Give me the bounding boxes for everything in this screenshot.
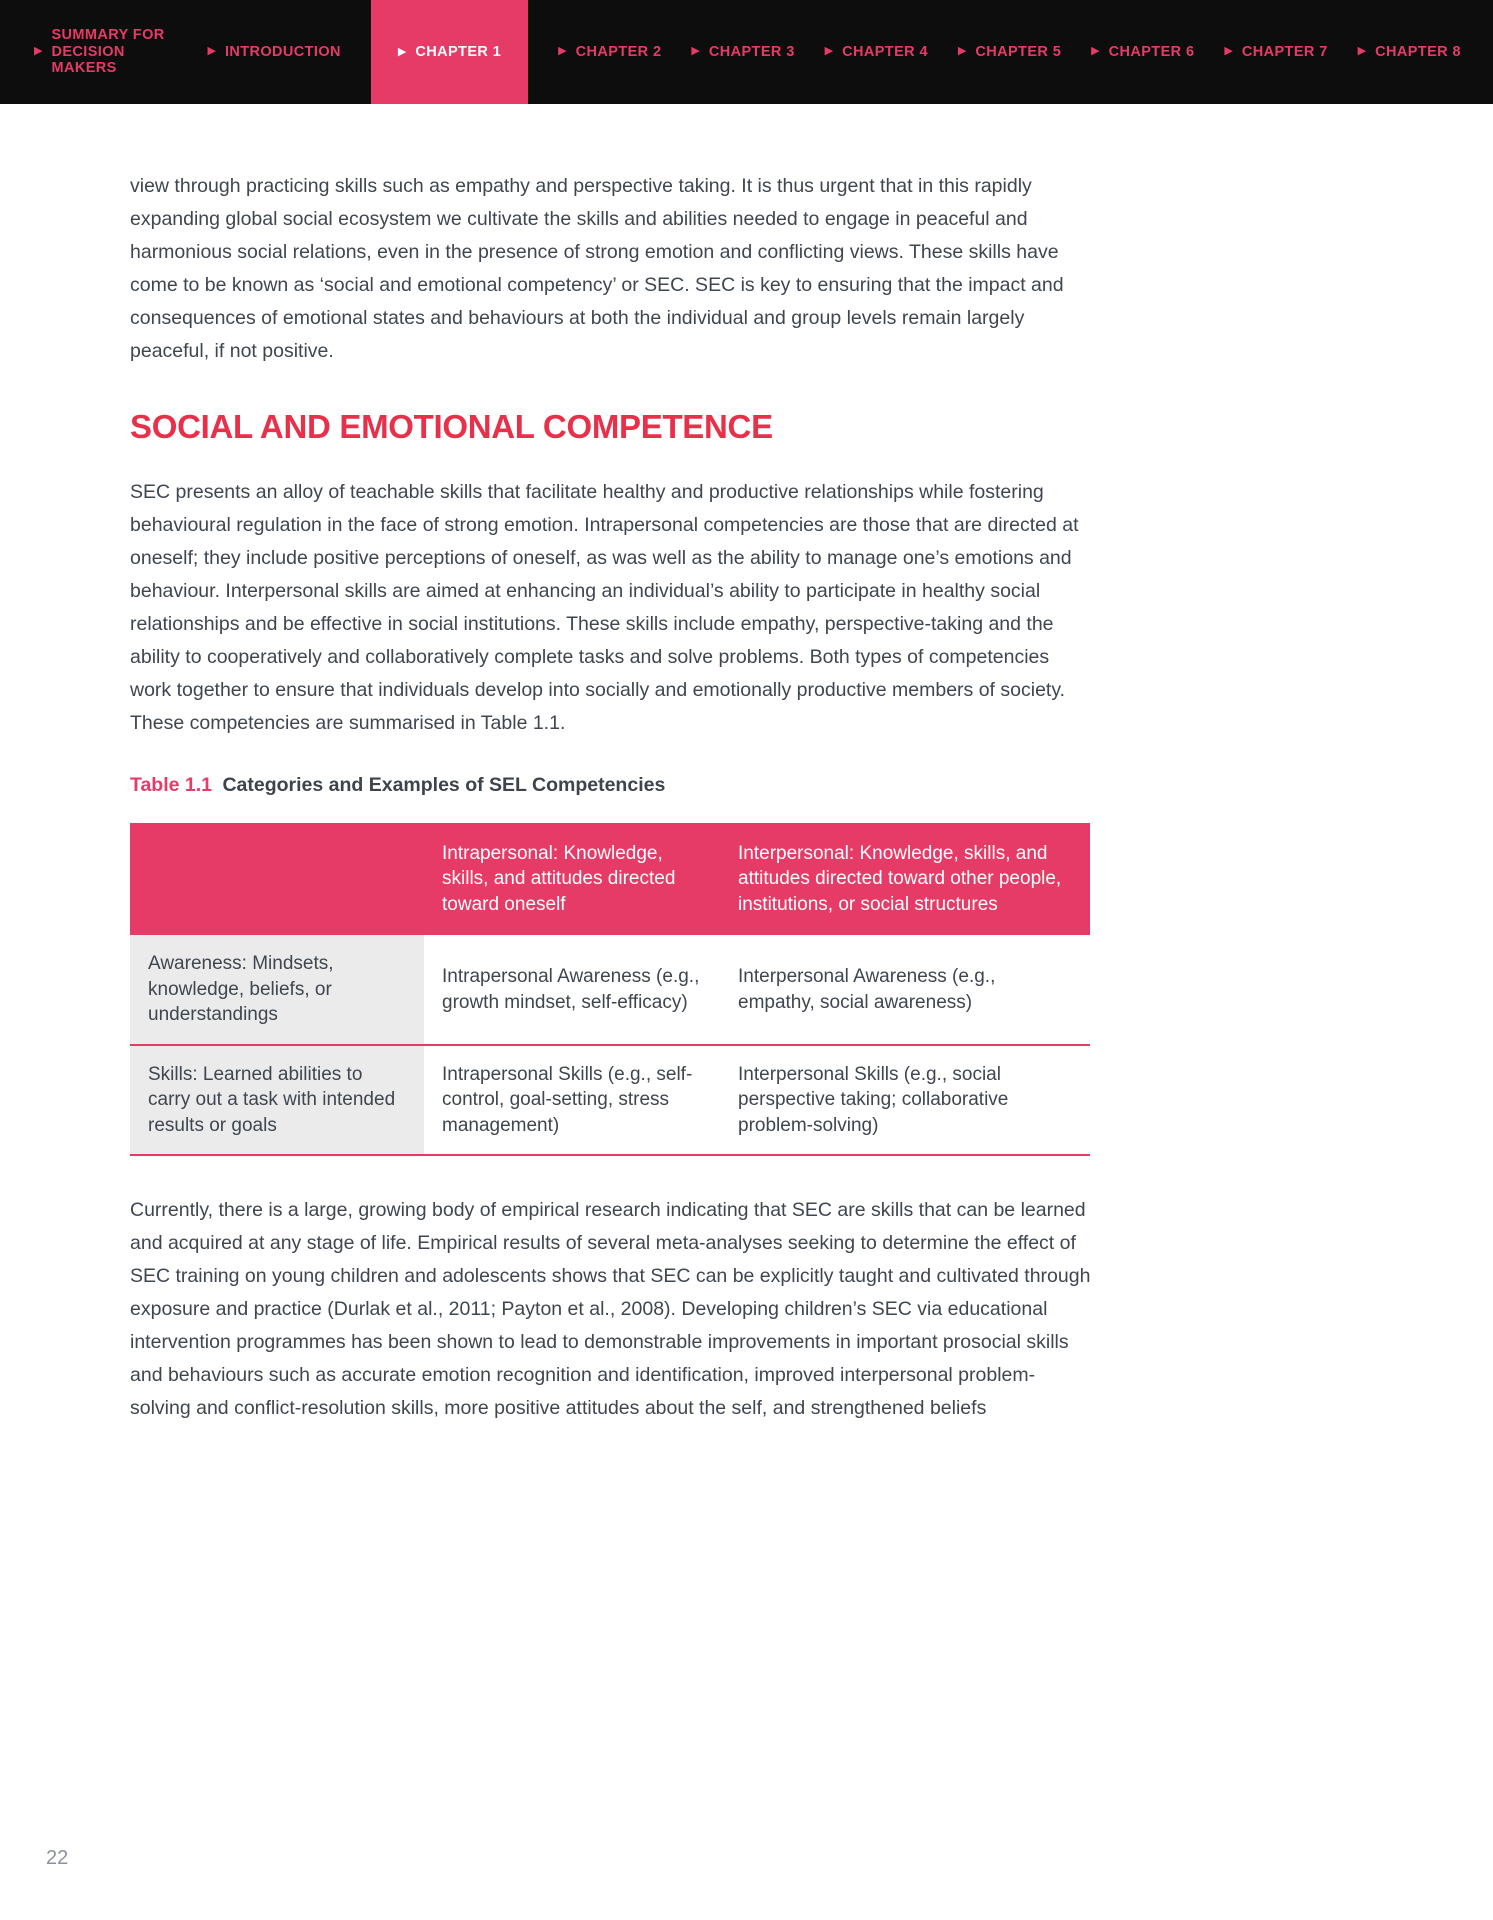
table-row-skills — [130, 1044, 1090, 1154]
page-content — [0, 104, 1493, 1425]
nav-item-chapter-5[interactable] — [958, 44, 1061, 61]
table-header-interpersonal: Interpersonal: Knowledge, skills, and attitudes directed toward other people, institutions, or social structures — [738, 843, 1062, 915]
table-caption-title: Categories and Examples of SEL Competencies — [222, 774, 666, 796]
table-row-awareness — [130, 935, 1090, 1043]
table-caption-label: Table 1.1 — [130, 774, 213, 796]
arrow-icon: ▶ — [691, 45, 700, 58]
nav-item-introduction[interactable] — [207, 44, 340, 61]
table-cell-intrapersonal: Intrapersonal Awareness (e.g., growth mindset, self-efficacy) — [442, 966, 700, 1013]
nav-item-label: CHAPTER 4 — [842, 43, 928, 60]
paragraph-intro-continued: view through practicing skills such as empathy and perspective taking. It is thus urgent that in this rapidly expanding global social ecosystem we cultivate the skills and abilities needed to engage in peaceful and harmonious social relations, even in the presence of strong emotion and conflicting views. These skills have come to be known as ‘social and emotional competency’ or SEC. SEC is key to ensuring that the impact and consequences of emotional states and behaviours at both the individual and group levels remain largely peaceful, if not positive. — [130, 175, 1064, 362]
arrow-icon: ▶ — [1224, 45, 1233, 58]
arrow-icon: ▶ — [397, 45, 407, 58]
page-number: 22 — [46, 1847, 69, 1869]
arrow-icon: ▶ — [207, 45, 216, 58]
nav-item-chapter-4[interactable] — [825, 44, 928, 61]
table-header-intrapersonal: Intrapersonal: Knowledge, skills, and attitudes directed toward oneself — [442, 843, 676, 915]
nav-item-label: CHAPTER 2 — [575, 43, 662, 60]
nav-item-label: INTRODUCTION — [224, 43, 341, 60]
nav-item-chapter-1[interactable] — [371, 0, 528, 104]
table-header-blank — [130, 823, 424, 935]
paragraph-research: Currently, there is a large, growing body of empirical research indicating that SEC are skills that can be learned and acquired at any stage of life. Empirical results of several meta-analyses seeking to determine the effect of SEC training on young children and adolescents shows that SEC can be explicitly taught and cultivated through exposure and practice (Durlak et al., 2011; Payton et al., 2008). Developing children’s SEC via educational intervention programmes has been shown to lead to demonstrable improvements in important prosocial skills and behaviours such as accurate emotion recognition and identification, improved interpersonal problem-solving and conflict-resolution skills, more positive attitudes about the self, and strengthened beliefs — [130, 1199, 1091, 1420]
table-cell-interpersonal: Interpersonal Skills (e.g., social perspective taking; collaborative problem-solving) — [738, 1063, 1009, 1136]
arrow-icon: ▶ — [558, 45, 567, 58]
chapter-nav — [0, 0, 1493, 104]
paragraph-sec-definition: SEC presents an alloy of teachable skills that facilitate healthy and productive relationships while fostering behavioural regulation in the face of strong emotion. Intrapersonal competencies are those that are directed at oneself; they include positive perceptions of oneself, as was well as the ability to manage one’s emotions and behaviour. Interpersonal skills are aimed at enhancing an individual’s ability to participate in healthy social relationships and be effective in social institutions. These skills include empathy, perspective-taking and the ability to cooperatively and collaboratively complete tasks and solve problems. Both types of competencies work together to ensure that individuals develop into socially and emotionally productive members of society. These competencies are summarised in Table 1.1. — [130, 481, 1079, 734]
table-caption — [130, 774, 1493, 797]
nav-item-label: CHAPTER 7 — [1241, 43, 1328, 60]
arrow-icon: ▶ — [34, 45, 43, 58]
nav-item-label: CHAPTER 1 — [415, 43, 502, 60]
nav-item-label: SUMMARY FOR DECISION MAKERS — [51, 26, 165, 77]
section-heading: SOCIAL AND EMOTIONAL COMPETENCE — [130, 408, 773, 445]
nav-item-chapter-3[interactable] — [691, 44, 794, 61]
arrow-icon: ▶ — [824, 45, 834, 58]
nav-item-chapter-2[interactable] — [558, 44, 661, 61]
nav-item-label: CHAPTER 8 — [1375, 43, 1461, 60]
nav-item-chapter-6[interactable] — [1091, 44, 1194, 61]
table-header-row — [130, 823, 1090, 935]
arrow-icon: ▶ — [1357, 45, 1367, 58]
nav-item-label: CHAPTER 5 — [975, 43, 1062, 60]
table-cell-category: Awareness: Mindsets, knowledge, beliefs, or understandings — [130, 935, 424, 1043]
nav-item-label: CHAPTER 6 — [1108, 43, 1195, 60]
nav-item-chapter-8[interactable] — [1358, 44, 1461, 61]
table-cell-interpersonal: Interpersonal Awareness (e.g., empathy, social awareness) — [738, 966, 996, 1013]
sel-competencies-table — [130, 823, 1090, 1156]
nav-item-chapter-7[interactable] — [1224, 44, 1327, 61]
nav-item-label: CHAPTER 3 — [708, 43, 795, 60]
arrow-icon: ▶ — [957, 45, 967, 58]
table-cell-category: Skills: Learned abilities to carry out a task with intended results or goals — [130, 1046, 424, 1154]
nav-item-summary-for-decision-makers[interactable] — [34, 27, 177, 77]
arrow-icon: ▶ — [1091, 45, 1100, 58]
table-cell-intrapersonal: Intrapersonal Skills (e.g., self-control, goal-setting, stress management) — [442, 1063, 693, 1136]
